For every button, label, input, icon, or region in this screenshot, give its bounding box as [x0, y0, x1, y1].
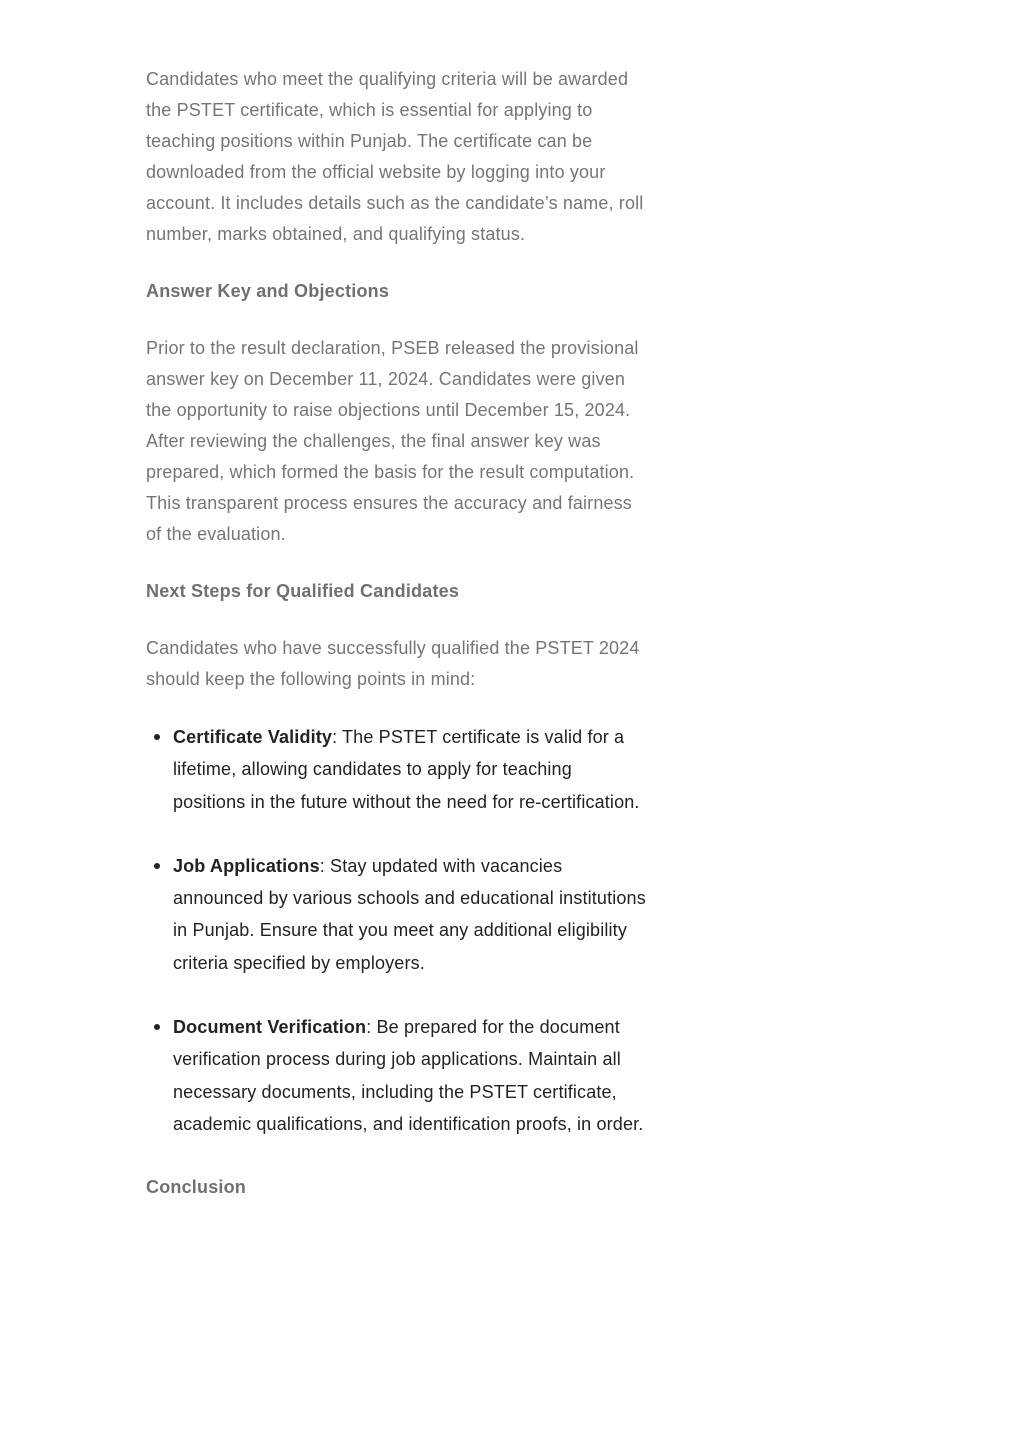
article-body [146, 64, 646, 1203]
next-steps-list [146, 721, 646, 1140]
conclusion-heading: Conclusion [146, 1177, 246, 1198]
list-item-term: Certificate Validity [173, 727, 333, 747]
list-item-term: Document Verification [173, 1017, 367, 1038]
certificate-paragraph: Candidates who meet the qualifying criteria will be awarded the PSTET certificate, which is essential for applying to teaching positions within Punjab. The certificate can be downloaded from the official website by logging into your account. It includes details such as the candidate’s name, roll number, marks obtained, and qualifying status. [146, 69, 644, 244]
answer-key-paragraph: Prior to the result declaration, PSEB released the provisional answer key on December 11, 2024. Candidates were given the opportunity to raise objections until December 15, 2024. After reviewing the challenges, the final answer key was prepared, which formed the basis for the result computation. This transparent process ensures the accuracy and fairness of the evaluation. [146, 338, 639, 544]
next-steps-heading: Next Steps for Qualified Candidates [146, 581, 460, 601]
answer-key-heading: Answer Key and Objections [146, 281, 390, 301]
next-steps-intro-paragraph: Candidates who have successfully qualified the PSTET 2024 should keep the following points in mind: [146, 638, 640, 689]
list-item-term: Job Applications [173, 855, 320, 876]
bullet-dot-icon [154, 863, 160, 869]
list-item-document-verification [173, 1011, 646, 1140]
list-item-job-applications [173, 850, 646, 979]
list-item-text: : Stay updated with vacancies announced by various schools and educational institutions in Punjab. Ensure that you meet any additional eligibility criteria specified by employers. [173, 855, 646, 973]
bullet-dot-icon [154, 1024, 160, 1030]
bullet-dot-icon [154, 734, 160, 740]
list-item-text: : The PSTET certificate is valid for a lifetime, allowing candidates to apply for teaching positions in the future without the need for re-certification. [173, 727, 640, 812]
list-item-certificate-validity [173, 721, 646, 818]
list-item-text: : Be prepared for the document verification process during job applications. Maintain all necessary documents, including the PSTET certificate, academic qualifications, and identification proofs, in order. [173, 1017, 644, 1134]
